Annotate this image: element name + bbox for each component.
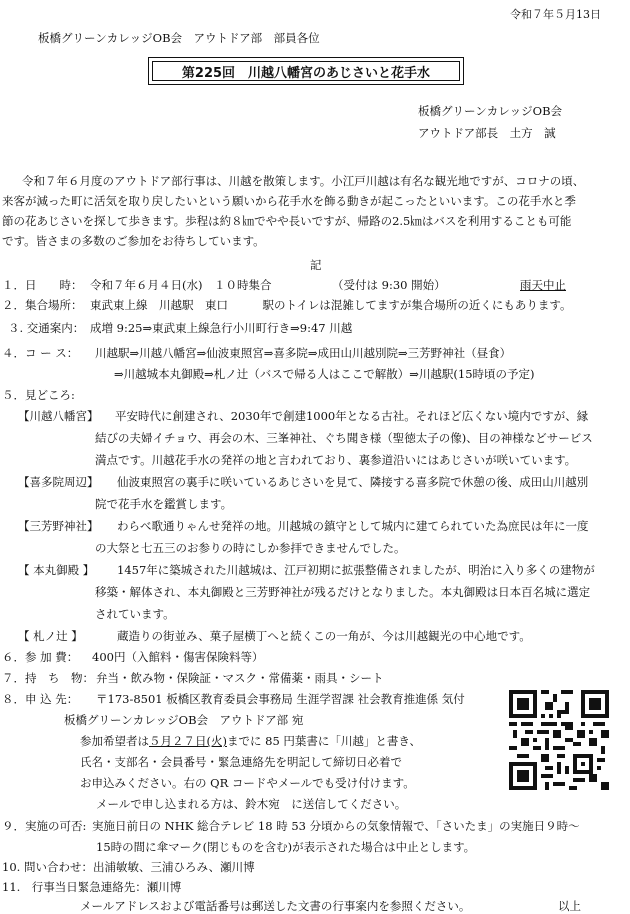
addressee: 板橋グリーンカレッジOB会 アウトドア部 部員各位 [38, 31, 320, 45]
meet-label: ２．集合場所： [2, 298, 83, 312]
go-line: 実施日前日の NHK 総合テレビ 18 時 53 分頃からの気象情報で、「さいたま」の実施日９時～ [92, 819, 580, 833]
traffic-value: 成増 9:25⇒東武東上線急行小川町行き⇒9:47 川越 [90, 321, 353, 335]
rain-cancel: 雨天中止 [520, 278, 566, 292]
apply-deadline: ５月２７日(火) [149, 734, 227, 748]
sight-line: 仙波東照宮の裏手に咲いているあじさいを見て、隣接する喜多院で休憩の後、成田山川越別 [117, 475, 589, 489]
go-line: 15時の間に傘マーク(閉じものを含む)が表示された場合は中止とします。 [96, 840, 476, 854]
page-title: 第225回 川越八幡宮のあじさいと花手水 [152, 61, 460, 81]
date-label: １．日 時： [2, 278, 83, 292]
apply-to: 板橋グリーンカレッジOB会 アウトドア部 宛 [64, 713, 304, 727]
sight-line: 1457年に築城された川越城は、江戸初期に拡張整備されましたが、明治に入り多くの建物が [117, 563, 595, 577]
apply-detail-line [80, 733, 421, 749]
ijou: 以上 [558, 899, 581, 913]
sight-line: わらべ歌通りゃんせ発祥の地。川越城の鎮守として城内に建てられていた為庶民は年に一度 [117, 519, 589, 533]
apply-detail-pre: 参加希望者は [80, 734, 149, 748]
contact-line: 10. 問い合わせ：出浦敏敏、三浦ひろみ、瀬川博 [2, 860, 255, 874]
bring-value: 弁当・飲み物・保険証・マスク・常備薬・雨具・シート [96, 671, 384, 685]
go-label: ９．実施の可否: [2, 819, 87, 833]
sight-line: 院で花手水を鑑賞します。 [95, 497, 233, 511]
sight-tag: 【川越八幡宮】 [18, 409, 99, 423]
footer-note: メールアドレスおよび電話番号は郵送した文書の行事案内を参照ください。 [80, 899, 471, 913]
course-line: 川越駅⇒川越八幡宮⇒仙波東照宮⇒喜多院⇒成田山川越別院⇒三芳野神社（昼食） [95, 346, 512, 360]
intro-line: 令和７年６月度のアウトドア部行事は、川越を散策します。小江戸川越は有名な観光地ですが、コロナの頃、 [22, 174, 585, 188]
sight-line: 蔵造りの街並み、菓子屋横丁へと続くこの一角が、今は川越観光の中心地です。 [117, 629, 531, 643]
sight-tag: 【 札ノ辻 】 [18, 629, 83, 643]
meet-value: 東武東上線 川越駅 東口 駅のトイレは混雑してますが集合場所の近くにもあります。 [90, 298, 572, 312]
sight-tag: 【三芳野神社】 [18, 519, 99, 533]
apply-detail-post: までに 85 円葉書に「川越」と書き、 [226, 734, 421, 748]
sight-line: の大祭と七五三のお参りの時にしか参拝できませんでした。 [95, 541, 406, 555]
course-label: ４．コ ー ス： [2, 346, 79, 360]
fee-value: 400円（入館料・傷害保険料等） [92, 650, 264, 664]
intro-line: 来客が減った町に活気を取り戻したいという願いから花手水を飾る動きが起こったといいます。この花手水と季 [2, 194, 576, 208]
emergency-line: 11. 行事当日緊急連絡先：瀬川博 [2, 880, 182, 894]
apply-detail-line: お申込みください。右の QR コードやメールでも受け付けます。 [80, 776, 415, 790]
sender-org: 板橋グリーンカレッジOB会 [418, 104, 563, 118]
sight-line: 平安時代に創建され、2030年で創建1000年となる古社。それほど広くない境内ですが、縁 [115, 409, 589, 423]
apply-label: ８．申 込 先： [2, 692, 79, 706]
date-reception: （受付は 9:30 開始） [332, 278, 446, 292]
qr-code-icon[interactable] [509, 690, 609, 790]
apply-detail-line: 氏名・支部名・会員番号・緊急連絡先を明記して締切日必着で [80, 755, 402, 769]
fee-label: ６．参 加 費： [2, 650, 79, 664]
traffic-label: ３. 交通案内： [8, 321, 85, 335]
course-line: ⇒川越城本丸御殿⇒札ノ辻（バスで帰る人はここで解散）⇒川越駅(15時頃の予定) [114, 367, 535, 381]
apply-address: 〒173-8501 板橋区教育委員会事務局 生涯学習課 社会教育推進係 気付 [96, 692, 465, 706]
sight-line: 移築・解体され、本丸御殿と三芳野神社が残るだけとなりました。本丸御殿は日本百名城に選定 [95, 585, 591, 599]
sight-line: 結びの夫婦イチョウ、再会の木、三峯神社、ぐち聞き様（聖徳太子の像)、目の神様などサービス [95, 431, 593, 445]
intro-line: 節の花あじさいを探して歩きます。歩程は約８㎞でやや長いですが、帰路の2.5㎞はバスを利用することも可能 [2, 214, 572, 228]
sight-tag: 【 本丸御殿 】 [18, 563, 95, 577]
document-date: 令和７年５月13日 [510, 8, 601, 21]
sight-tag: 【喜多院周辺】 [18, 475, 99, 489]
sight-line: 満点です。川越花手水の発祥の地と言われており、裏参道沿いにはあじさいが咲いています。 [95, 453, 577, 467]
ki-heading: 記 [310, 258, 322, 272]
sight-line: されています。 [95, 607, 175, 621]
sender-name: アウトドア部長 土方 誠 [418, 126, 556, 140]
date-value: 令和７年６月４日(水) １０時集合 [90, 278, 272, 292]
title-box [148, 57, 464, 85]
sights-label: ５．見どころ: [2, 388, 75, 402]
intro-line: です。皆さまの多数のご参加をお待ちしています。 [2, 234, 265, 248]
bring-label: ７．持 ち 物： [2, 671, 94, 685]
apply-detail-line: メールで申し込まれる方は、鈴木宛 に送信してください。 [96, 797, 407, 811]
